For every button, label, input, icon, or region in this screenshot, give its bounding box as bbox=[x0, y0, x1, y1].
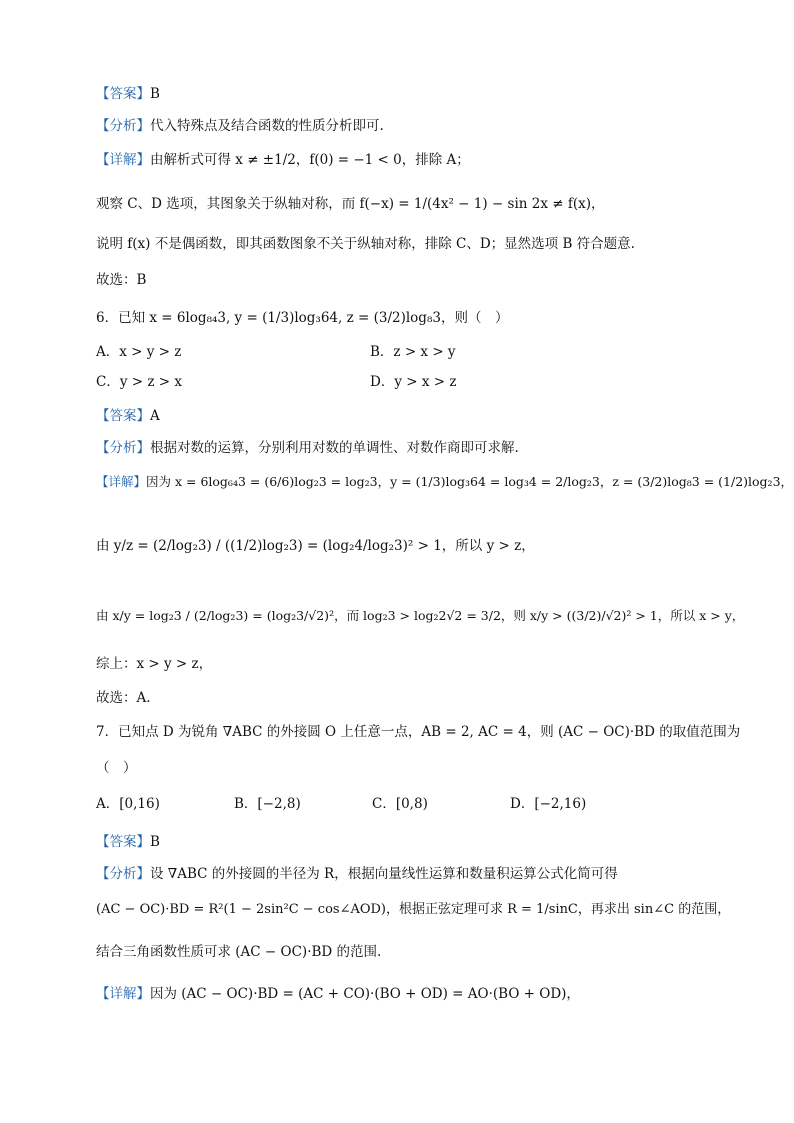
option-text: A．x > y > z bbox=[96, 344, 182, 360]
analysis-line bbox=[96, 942, 381, 962]
answer-text: B bbox=[150, 86, 160, 102]
analysis-text: 设 ∇ABC 的外接圆的半径为 R，根据向量线性运算和数量积运算公式化简可得 bbox=[150, 866, 618, 882]
analysis-text: 代入特殊点及结合函数的性质分析即可. bbox=[150, 118, 384, 134]
option-text: B．z > x > y bbox=[370, 344, 456, 360]
option-text: D．y > x > z bbox=[370, 374, 457, 390]
option-c bbox=[96, 372, 182, 392]
detail-tag: 【详解】 bbox=[96, 152, 150, 167]
answer-text: A bbox=[150, 408, 160, 424]
option-a bbox=[96, 342, 181, 362]
question-6-stem bbox=[96, 308, 508, 328]
analysis-text: 结合三角函数性质可求 (AC − OC)·BD 的范围. bbox=[96, 944, 382, 960]
derivation-text: 由 x/y = log₂3 / (2/log₂3) = (log₂3/√2)²，而 log₂3 > log₂2√2 = 3/2，则 x/y > ((3/2)/√2)² > 1，所以 x > y， bbox=[96, 608, 745, 623]
option-a bbox=[96, 794, 160, 814]
analysis-line-5 bbox=[96, 116, 384, 136]
answer-tag: 【答案】 bbox=[96, 86, 150, 101]
derivation-text: 由 y/z = (2/log₂3) / ((1/2)log₂3) = (log₂4/log₂3)² > 1，所以 y > z， bbox=[96, 538, 535, 554]
conclusion-text: 故选：A. bbox=[96, 690, 151, 706]
detail-text: 因为 x = 6log₆₄3 = (6/6)log₂3 = log₂3，y = (1/3)log₃64 = log₃4 = 2/log₂3，z = (3/2)log₈3 = (1/2)log₂3， bbox=[146, 474, 794, 489]
summary-line bbox=[96, 654, 212, 674]
detail-tag: 【详解】 bbox=[96, 475, 147, 489]
derivation-line bbox=[96, 536, 535, 556]
detail-tag: 【详解】 bbox=[96, 986, 150, 1001]
analysis-text: (AC − OC)·BD = R²(1 − 2sin²C − cos∠AOD)，根据正弦定理可求 R = 1/sinC，再求出 sin∠C 的范围， bbox=[96, 902, 731, 917]
question-7-stem bbox=[96, 722, 740, 742]
question-text: （ ） bbox=[96, 760, 137, 776]
option-text: C．[0,8) bbox=[372, 796, 428, 812]
solution-text: 说明 f(x) 不是偶函数，即其函数图象不关于纵轴对称，排除 C、D；显然选项 B 符合题意. bbox=[96, 236, 635, 252]
analysis-tag: 【分析】 bbox=[96, 866, 150, 881]
option-text: B．[−2,8) bbox=[234, 796, 301, 812]
summary-text: 综上：x > y > z， bbox=[96, 656, 213, 672]
detail-line-6 bbox=[96, 472, 793, 492]
option-d bbox=[370, 372, 456, 392]
analysis-text: 根据对数的运算，分别利用对数的单调性、对数作商即可求解. bbox=[150, 440, 519, 456]
answer-line-7 bbox=[96, 832, 160, 852]
conclusion-line bbox=[96, 270, 146, 290]
conclusion-text: 故选：B bbox=[96, 272, 147, 288]
detail-line-5 bbox=[96, 150, 470, 170]
detail-text: 由解析式可得 x ≠ ±1/2，f(0) = −1 < 0，排除 A； bbox=[150, 152, 470, 168]
option-b bbox=[234, 794, 301, 814]
detail-line-7 bbox=[96, 984, 580, 1004]
question-text: 6．已知 x = 6log₈₄3, y = (1/3)log₃64, z = (3/2)log₈3，则（ ） bbox=[96, 310, 509, 326]
answer-tag: 【答案】 bbox=[96, 834, 150, 849]
solution-line bbox=[96, 194, 605, 214]
detail-text: 因为 (AC − OC)·BD = (AC + CO)·(BO + OD) = AO·(BO + OD)， bbox=[150, 986, 580, 1002]
question-text: 7．已知点 D 为锐角 ∇ABC 的外接圆 O 上任意一点，AB = 2, AC = 4，则 (AC − OC)·BD 的取值范围为 bbox=[96, 724, 741, 740]
analysis-tag: 【分析】 bbox=[96, 118, 150, 133]
option-text: D．[−2,16) bbox=[510, 796, 587, 812]
answer-tag: 【答案】 bbox=[96, 408, 150, 423]
option-text: A．[0,16) bbox=[96, 796, 160, 812]
analysis-line-7 bbox=[96, 864, 618, 884]
conclusion-line bbox=[96, 688, 151, 708]
option-b bbox=[370, 342, 456, 362]
derivation-line bbox=[96, 606, 744, 626]
analysis-formula-line bbox=[96, 900, 730, 920]
option-text: C．y > z > x bbox=[96, 374, 182, 390]
solution-line bbox=[96, 234, 635, 254]
analysis-line-6 bbox=[96, 438, 519, 458]
answer-line-5 bbox=[96, 84, 160, 104]
answer-text: B bbox=[150, 834, 160, 850]
question-7-blank bbox=[96, 758, 137, 778]
option-c bbox=[372, 794, 428, 814]
analysis-tag: 【分析】 bbox=[96, 440, 150, 455]
solution-text: 观察 C、D 选项，其图象关于纵轴对称，而 f(−x) = 1/(4x² − 1) − sin 2x ≠ f(x)， bbox=[96, 196, 605, 212]
answer-line-6 bbox=[96, 406, 160, 426]
option-d bbox=[510, 794, 586, 814]
